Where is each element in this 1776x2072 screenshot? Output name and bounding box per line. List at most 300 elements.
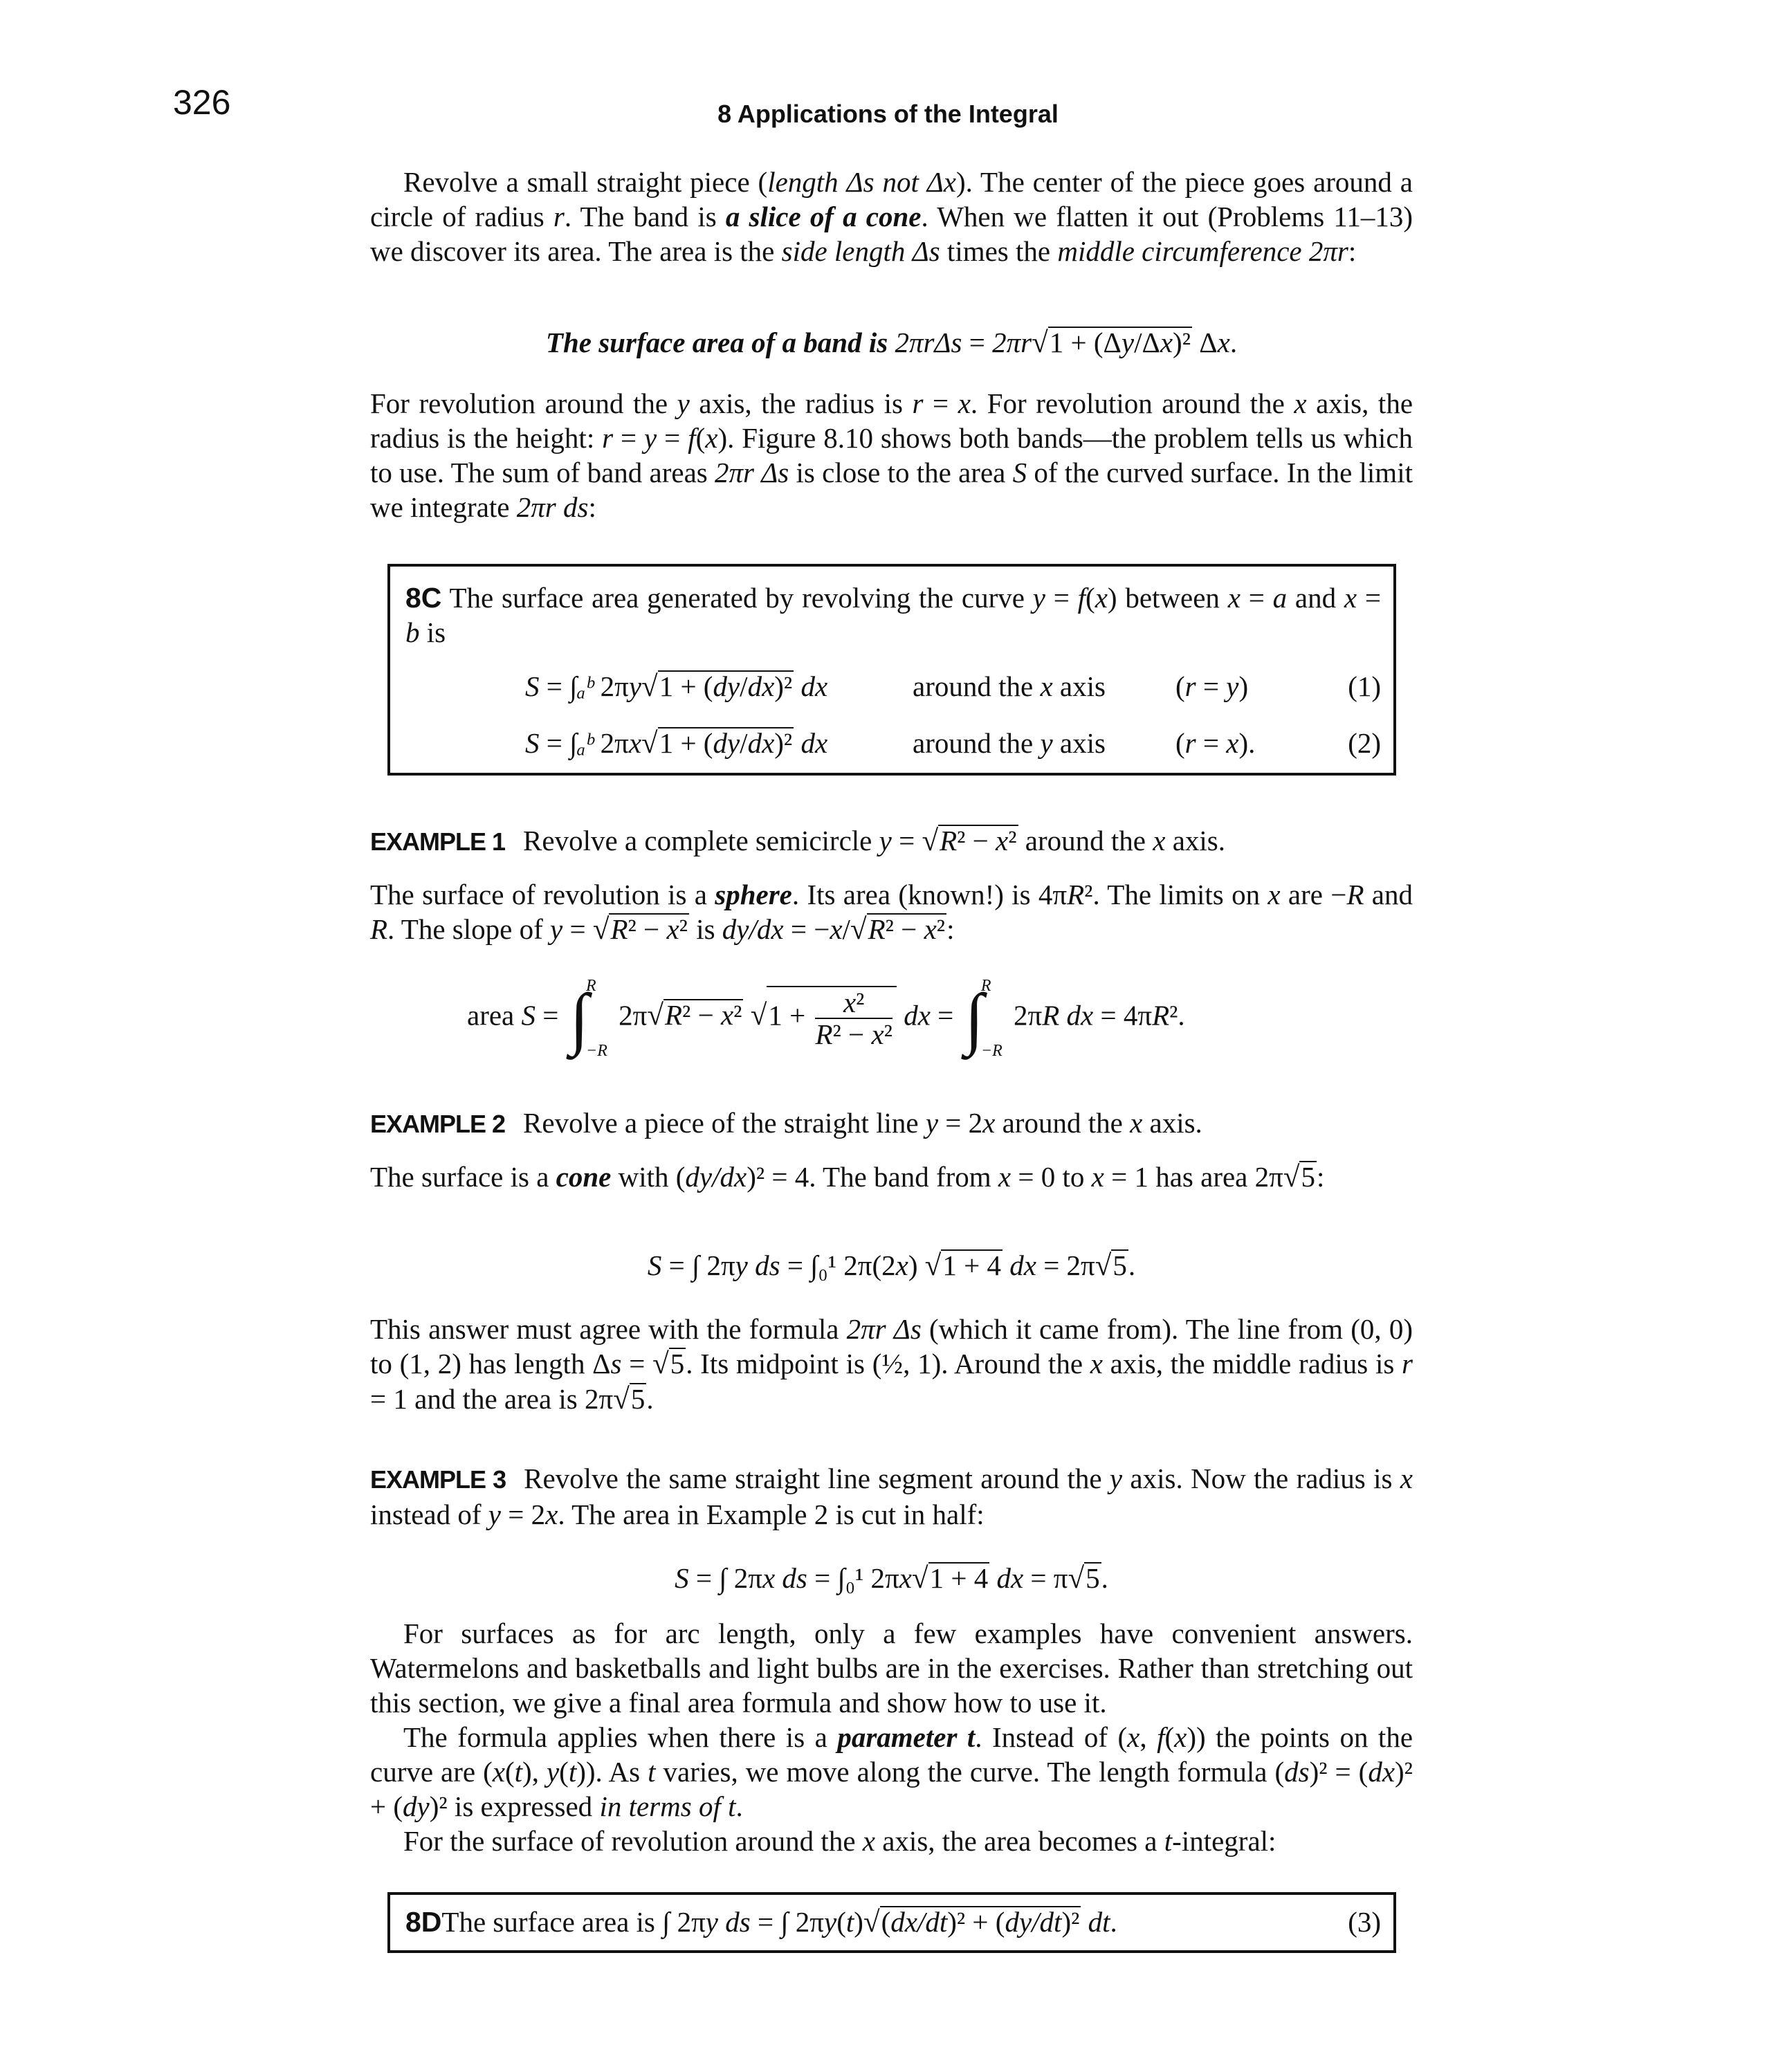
math-italic: y [677, 387, 690, 419]
text-run: and [1364, 879, 1413, 910]
math-italic: ds [1284, 1756, 1310, 1788]
text-run [794, 727, 800, 759]
example-3-label: EXAMPLE 3 [370, 1465, 506, 1494]
text-run: . Its midpoint is (½, 1). Around the [686, 1348, 1090, 1379]
text-run: . The band is [564, 201, 726, 232]
text-run: )) the points on the curve are ( [370, 1721, 1413, 1788]
integral-limits [586, 977, 607, 1060]
equation-1-formula [525, 669, 913, 704]
equation-1-condition [1175, 669, 1348, 704]
text-run: = [1357, 582, 1382, 614]
math-italic: length Δs not Δx [767, 166, 956, 198]
math-italic: y [644, 422, 657, 454]
text-run: = [1196, 727, 1227, 759]
text-run: . Its area (known!) is 4π [791, 879, 1068, 910]
radical-sign: √ [613, 1383, 630, 1415]
text-run: 1 + (Δ [1049, 327, 1122, 358]
text-run: . Instead of ( [975, 1721, 1128, 1753]
text-run: = [1196, 670, 1227, 702]
example-1-label: EXAMPLE 1 [370, 827, 506, 856]
text-run: = [923, 387, 958, 419]
radical-sign: √ [641, 670, 658, 703]
text-run: ( [1164, 1721, 1175, 1753]
math-italic: x [996, 825, 1009, 856]
running-header: 8 Applications of the Integral [717, 100, 1059, 128]
square-root [647, 999, 743, 1031]
math-italic: x [830, 913, 843, 945]
lower-limit: −R [586, 1042, 607, 1060]
text-run: of the curved surface. In the limit we integrate [370, 457, 1413, 523]
math-italic: ₐᵇ [577, 670, 594, 702]
radicand [928, 1562, 990, 1593]
equation-1-number: (1) [1348, 670, 1381, 702]
paragraph-closing-2 [370, 1720, 1413, 1824]
box-8d-label: 8D [405, 1906, 442, 1938]
square-root [1283, 1161, 1317, 1193]
math-italic: dx [747, 727, 775, 759]
math-italic: x [895, 1249, 908, 1281]
text-run: Revolve a piece of the straight line [523, 1107, 926, 1139]
text-run: )). As [576, 1756, 648, 1788]
radicand [658, 670, 794, 702]
math-italic: y [628, 670, 642, 702]
emphasis: sphere [715, 879, 792, 910]
equation-1 [525, 669, 1381, 704]
text-run: . [1128, 1249, 1136, 1281]
radical-sign: √ [1095, 1249, 1112, 1282]
text-run: = ∫ [539, 727, 578, 759]
radical-sign: √ [924, 1249, 942, 1282]
text-run [1003, 1249, 1009, 1281]
text-run: ), [522, 1756, 547, 1788]
text-run: The surface area is ∫ 2π [441, 1906, 706, 1938]
text-run: . The area in Example 2 is cut in half: [558, 1498, 985, 1530]
text-run: Revolve a small straight piece ( [403, 166, 768, 198]
math-italic: x [924, 913, 937, 945]
math-italic: R [940, 825, 958, 856]
box-8d [387, 1892, 1396, 1953]
paragraph-band-intro [370, 165, 1413, 268]
math-italic: R [1152, 999, 1170, 1032]
math-italic: x [492, 1756, 505, 1788]
text-run: The surface of revolution is a [370, 879, 715, 910]
math-italic: S [675, 1562, 689, 1594]
text-run: = ∫₀¹ 2π(2 [780, 1249, 896, 1281]
radical-sign: √ [750, 999, 767, 1032]
text-run: = [621, 1348, 653, 1379]
math-italic: middle circumference 2πr [1057, 235, 1348, 267]
radical-sign: √ [911, 1562, 928, 1595]
equation-2-desc [913, 726, 1175, 761]
math-italic: dy/dx [722, 913, 784, 945]
math-italic: t [568, 1756, 577, 1788]
math-italic: y ds [705, 1906, 751, 1938]
math-italic: r [912, 387, 924, 419]
text-run: around the [1018, 825, 1153, 856]
text-run: = [613, 422, 645, 454]
radical-sign: √ [850, 913, 867, 946]
example-2-paragraph [370, 1159, 1413, 1195]
text-run [1081, 1906, 1088, 1938]
square-root [912, 1562, 989, 1594]
math-italic: f [1157, 1721, 1165, 1753]
math-italic: R dx [1042, 999, 1094, 1032]
math-italic: dy/dx [685, 1161, 747, 1193]
radical-sign: √ [1283, 1161, 1300, 1193]
lower-limit: −R [980, 1042, 1003, 1060]
radicand [1299, 1161, 1317, 1192]
math-italic: x [720, 999, 734, 1032]
math-italic: t [648, 1756, 656, 1788]
text-run: -integral: [1172, 1825, 1276, 1857]
math-italic: y ds [735, 1249, 780, 1281]
text-run: ² − [885, 913, 924, 945]
text-run: = [891, 825, 922, 856]
radical-sign: √ [1068, 1562, 1085, 1595]
text-run: ( [1086, 582, 1095, 614]
text-run: = 1 and the area is 2π [370, 1383, 614, 1415]
text-run: ). Figure 8.10 shows both bands—the problem tells us which to use. The sum of band areas [370, 422, 1413, 488]
math-italic: t [845, 1906, 854, 1938]
text-run: ² [856, 987, 865, 1018]
text-run: )² = 4. The band from [747, 1161, 998, 1193]
text-run: ( [504, 1756, 515, 1788]
math-italic: b [405, 616, 420, 648]
text-run: = 2 [501, 1498, 546, 1530]
text-run: / [740, 727, 748, 759]
text-run: ² [1008, 825, 1017, 856]
text-run: For the surface of revolution around the [403, 1825, 863, 1857]
math-italic: dx [1009, 1249, 1036, 1281]
math-italic: x [1127, 1721, 1140, 1753]
box-8d-number: (3) [1348, 1906, 1381, 1938]
text-run: )² + ( [947, 1906, 1005, 1938]
math-italic: x [843, 987, 857, 1018]
math-italic: x [899, 1562, 912, 1594]
text-run: 1 + [768, 999, 813, 1032]
paragraph-closing-1 [370, 1616, 1413, 1720]
text-run: = [535, 999, 566, 1032]
math-italic: x [705, 422, 718, 454]
text-run: 2π [593, 727, 629, 759]
square-root [1032, 327, 1192, 358]
radical-sign: √ [641, 727, 658, 760]
text-run: axis, the radius is [689, 387, 913, 419]
example-1-formula [467, 977, 1185, 1060]
text-run: ². [1169, 999, 1185, 1032]
equation-2-formula [525, 726, 913, 761]
text-run: is close to the area [789, 457, 1013, 488]
math-italic: in terms of t [599, 1790, 736, 1822]
radicand [767, 986, 897, 1049]
text-run: axis. Now the radius is [1122, 1463, 1400, 1494]
text-run: The surface is a [370, 1161, 556, 1193]
math-italic: x [1226, 727, 1239, 759]
text-run: axis. [1142, 1107, 1202, 1139]
text-run [897, 999, 904, 1031]
square-root [863, 1906, 1081, 1938]
text-run: 5 [670, 1348, 685, 1379]
text-run: : [1348, 235, 1357, 267]
text-run: with ( [611, 1161, 686, 1193]
math-italic: dx [996, 1562, 1024, 1594]
math-italic: y [1109, 1463, 1123, 1494]
text-run [989, 1562, 996, 1594]
text-run: ( [881, 1906, 891, 1938]
example-3-statement [370, 1461, 1413, 1532]
math-italic: x [982, 1107, 996, 1139]
math-italic: y [1226, 670, 1239, 702]
math-italic: dx [904, 999, 931, 1032]
text-run: ² [936, 913, 946, 945]
math-italic: t [1164, 1825, 1173, 1857]
math-italic: y [1040, 727, 1053, 759]
text-run: ² [733, 999, 742, 1032]
radical-sign: √ [652, 1348, 669, 1380]
text-run: )² [774, 670, 793, 702]
text-run: , [1139, 1721, 1157, 1753]
text-run: axis [1052, 670, 1106, 702]
math-italic: y [546, 1756, 560, 1788]
math-italic: R [370, 913, 388, 945]
math-italic: r [553, 201, 565, 232]
text-run: )² + ( [370, 1756, 1413, 1822]
text-run [743, 999, 750, 1031]
text-run: 1 + ( [659, 727, 713, 759]
math-italic: S [525, 727, 540, 759]
emphasis: The surface area of a band is [545, 327, 895, 358]
text-run: ² − [628, 913, 667, 945]
text-run: )² is expressed [429, 1790, 600, 1822]
math-italic: S [1012, 457, 1027, 488]
radicand [880, 1906, 1081, 1937]
math-italic: f [1077, 582, 1086, 614]
math-italic: x [545, 1498, 558, 1530]
text-run: ² − [832, 1018, 872, 1050]
math-italic: x [1091, 1161, 1104, 1193]
text-run: ). The center of the piece goes around a circle of radius [370, 166, 1413, 232]
math-italic: 2πr [992, 327, 1032, 358]
math-italic: x [1294, 387, 1307, 419]
square-root [750, 987, 897, 1050]
text-run: axis [1052, 727, 1106, 759]
integral-limits [981, 977, 1003, 1060]
math-italic: x [1090, 1348, 1103, 1379]
math-italic: dx/dt [890, 1906, 948, 1938]
text-run: are − [1280, 879, 1347, 910]
radicand [941, 1249, 1003, 1281]
math-italic: f [688, 422, 696, 454]
box-8c-text [405, 582, 1381, 648]
text-run: ) [1238, 670, 1249, 702]
emphasis: a slice of a cone [725, 201, 922, 232]
text-run: axis, the middle radius is [1102, 1348, 1402, 1379]
text-run: /Δ [1134, 327, 1160, 358]
math-italic: x [1130, 1107, 1143, 1139]
square-root [1095, 1249, 1128, 1281]
math-italic: x [1174, 1721, 1187, 1753]
paragraph-radius [370, 386, 1413, 524]
text-run: 5 [1086, 1562, 1100, 1594]
text-run: Δ [1192, 327, 1218, 358]
example-2-paragraph-2 [370, 1312, 1413, 1417]
radicand [630, 1383, 647, 1414]
text-run: times the [940, 235, 1058, 267]
text-run: )² [1173, 327, 1191, 358]
text-run: ( [1175, 727, 1185, 759]
math-italic: R [664, 999, 683, 1032]
square-root [641, 727, 794, 759]
square-root [850, 913, 946, 945]
math-italic: x [1040, 670, 1053, 702]
math-italic: 2πr Δs [846, 1313, 922, 1345]
text-run: ². The limits on [1084, 879, 1268, 910]
math-italic: y [550, 913, 563, 945]
integral [965, 977, 1003, 1060]
square-root [613, 1383, 646, 1415]
text-run: = [962, 327, 993, 358]
paragraph-closing-3 [370, 1824, 1413, 1858]
emphasis: parameter t [837, 1721, 976, 1753]
text-run: Revolve the same straight line segment around the [524, 1463, 1110, 1494]
math-italic: dy/dt [1005, 1906, 1062, 1938]
math-italic: R [868, 913, 886, 945]
emphasis: cone [556, 1161, 612, 1193]
text-run: ( [559, 1756, 569, 1788]
math-italic: R [610, 913, 628, 945]
box-8c [387, 564, 1396, 776]
math-italic: x [1153, 825, 1166, 856]
math-italic: dx [800, 727, 828, 759]
math-italic: S [521, 999, 535, 1032]
equation-2 [525, 726, 1381, 761]
fraction [815, 987, 892, 1049]
text-run: Revolve a complete semicircle [523, 825, 879, 856]
radical-sign: √ [1032, 327, 1048, 359]
math-italic: y [925, 1107, 939, 1139]
radicand [663, 999, 743, 1030]
text-run: . For revolution around the [970, 387, 1294, 419]
math-italic: x [1217, 327, 1230, 358]
square-root [641, 670, 794, 702]
text-run: ) [854, 1906, 863, 1938]
text-run: = [562, 913, 593, 945]
text-run: 5 [630, 1383, 646, 1415]
text-run: . [646, 1383, 654, 1415]
text-run: area [467, 999, 522, 1032]
text-run: . [1229, 327, 1238, 358]
integral-sign: ∫ [964, 980, 984, 1056]
math-italic: r [1402, 1348, 1413, 1379]
text-run: / [740, 670, 748, 702]
math-italic: R [1346, 879, 1364, 910]
text-run: ² − [682, 999, 721, 1032]
math-italic: dy [713, 727, 740, 759]
math-italic: x [958, 387, 971, 419]
math-italic: S [525, 670, 540, 702]
example-3-text [370, 1463, 1413, 1530]
math-italic: y [879, 825, 892, 856]
text-run: = 1 has area 2π [1104, 1161, 1283, 1193]
text-run: and [1287, 582, 1344, 614]
text-run: 2π [1006, 999, 1043, 1032]
example-3-formula [370, 1561, 1413, 1596]
text-run: = ∫₀¹ 2π [807, 1562, 899, 1594]
radicand [1111, 1249, 1128, 1281]
math-italic: dt [1088, 1906, 1110, 1938]
example-1-paragraph [370, 877, 1413, 947]
text-run: 1 + ( [659, 670, 713, 702]
text-run: = 0 to [1011, 1161, 1092, 1193]
text-run: varies, we move along the curve. The length formula ( [655, 1756, 1285, 1788]
radical-sign: √ [922, 825, 939, 857]
text-run: For revolution around the [370, 387, 677, 419]
text-run: 2π [611, 999, 648, 1032]
math-italic: x [998, 1161, 1011, 1193]
square-root [925, 1249, 1003, 1281]
example-2-text [523, 1107, 1202, 1139]
math-italic: x ds [762, 1562, 807, 1594]
text-run: axis, the area becomes a [875, 1825, 1164, 1857]
text-run: around the [913, 727, 1041, 759]
math-italic: r [1184, 670, 1196, 702]
text-run: ). [1238, 727, 1256, 759]
equation-2-condition [1175, 726, 1348, 761]
math-italic: x [1227, 582, 1241, 614]
math-italic: x [666, 913, 679, 945]
text-run: The formula applies when there is a [403, 1721, 838, 1753]
math-italic: dx [800, 670, 828, 702]
integral-sign: ∫ [569, 980, 589, 1056]
math-italic: ₐᵇ [577, 727, 594, 759]
radicand [938, 825, 1018, 856]
math-italic: dy [403, 1790, 430, 1822]
text-run: is [419, 616, 446, 648]
text-run: . The slope of [387, 913, 550, 945]
text-run: 1 + 4 [929, 1562, 989, 1594]
square-root [593, 913, 689, 945]
math-italic: x [871, 1018, 884, 1050]
page-number: 326 [173, 83, 231, 122]
text-run: axis. [1165, 825, 1225, 856]
example-1-text [523, 825, 1225, 856]
equation-2-number: (2) [1348, 727, 1381, 759]
math-italic: x [1400, 1463, 1413, 1494]
radical-sign: √ [863, 1906, 880, 1938]
math-italic: 2πr ds [516, 491, 589, 523]
box-8d-formula [441, 1905, 1348, 1940]
math-italic: x [1095, 582, 1108, 614]
text-run: : [588, 491, 596, 523]
text-run: axis, the radius is the height: [370, 387, 1413, 454]
math-italic: a [1272, 582, 1288, 614]
text-run: For surfaces as for arc length, only a few examples have convenient answers. Watermelons and basketballs and light bulbs are in the exercises. Rather than stretching out this section, we give a final area formula and show how to use it. [370, 1617, 1413, 1718]
math-italic: r [602, 422, 614, 454]
text-run: . [1110, 1906, 1117, 1938]
math-italic: 2πr Δs [714, 457, 789, 488]
text-run: = [657, 422, 688, 454]
square-root [922, 825, 1018, 856]
radical-sign: √ [647, 999, 663, 1032]
text-run: = ∫ 2π [688, 1562, 762, 1594]
text-run: (which it came from). The line from (0, 0) to (1, 2) has length Δ [370, 1313, 1413, 1379]
math-italic: S [647, 1249, 662, 1281]
math-italic: y [488, 1498, 501, 1530]
math-italic: R [815, 1018, 833, 1050]
radicand [1048, 327, 1192, 358]
text-run: around the [995, 1107, 1130, 1139]
text-run: = [1240, 582, 1273, 614]
